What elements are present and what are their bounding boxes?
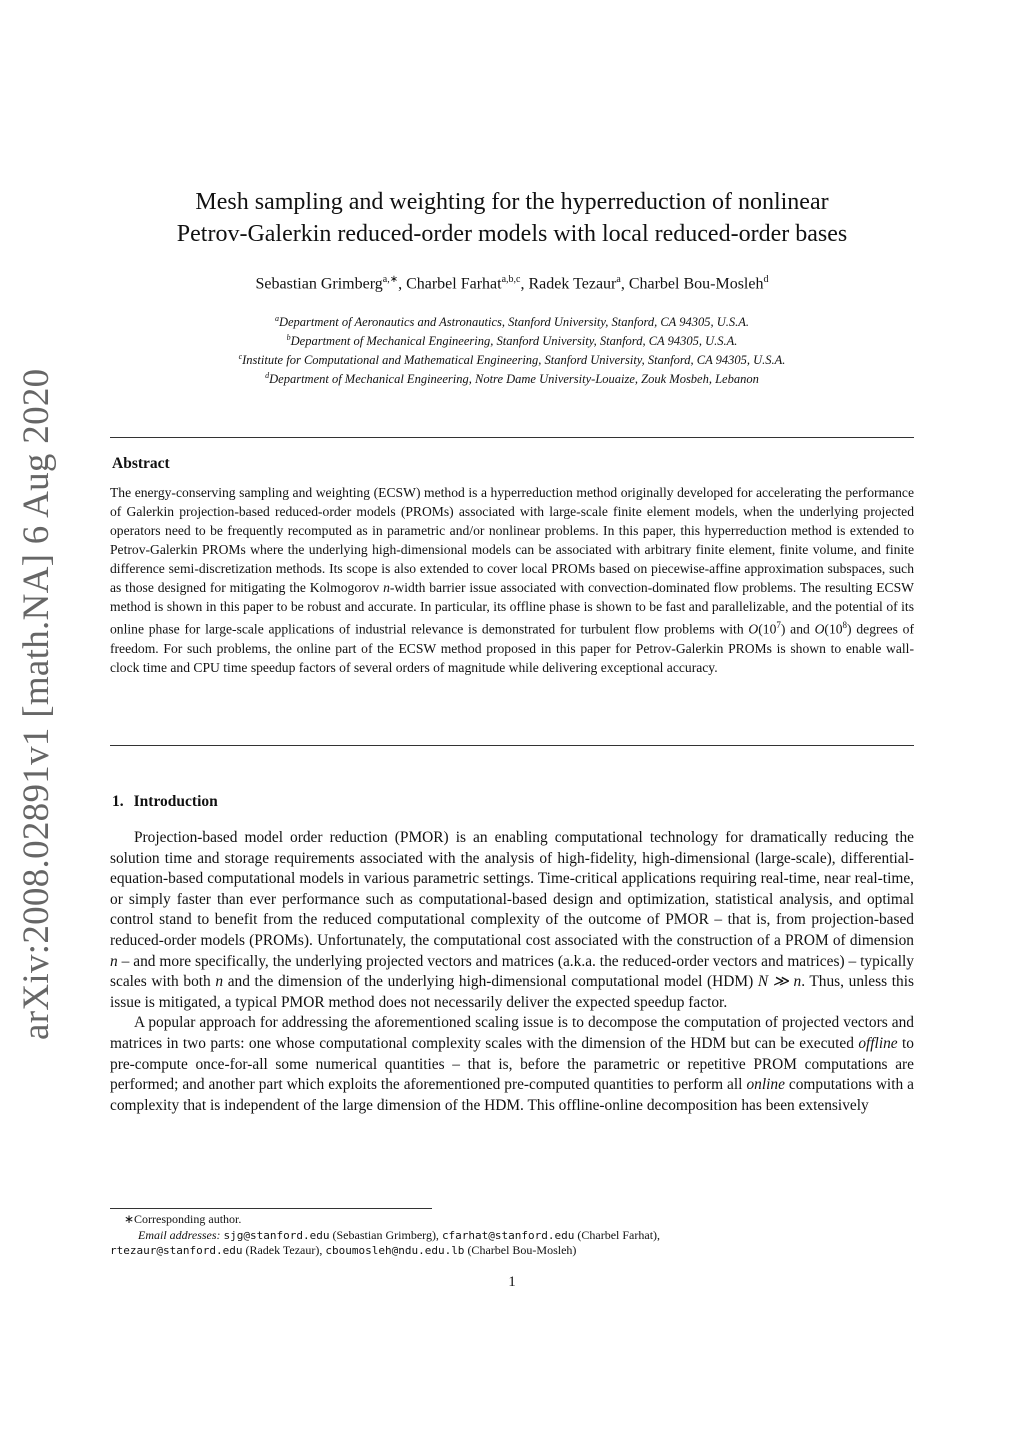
abstract-bottom-rule — [110, 745, 914, 746]
author-separator: , — [620, 275, 629, 293]
email-owner: (Sebastian Grimberg), — [332, 1227, 439, 1242]
math-exponent: 8 — [842, 620, 848, 630]
affiliation-text: Department of Mechanical Engineering, Stanford University, Stanford, CA 94305, U.S.A. — [290, 334, 738, 349]
author-affil-mark: a,b,c — [501, 274, 521, 285]
math-expr: ) — [847, 621, 852, 637]
paper-title — [110, 186, 914, 250]
affiliation — [110, 368, 914, 387]
email-address[interactable]: cboumosleh@ndu.edu.lb — [325, 1244, 465, 1257]
affiliation — [110, 311, 914, 330]
affiliation — [110, 330, 914, 349]
math-n: n — [110, 952, 118, 970]
email-address[interactable]: cfarhat@stanford.edu — [441, 1228, 575, 1242]
arxiv-identifier: arXiv:2008.02891v1 [math.NA] 6 Aug 2020 — [16, 368, 57, 1040]
email-label: Email addresses: — [138, 1227, 221, 1242]
author-affil-mark: a,∗ — [382, 274, 399, 285]
corresponding-author-note: ∗Corresponding author. — [124, 1212, 242, 1226]
author-name: Sebastian Grimberg — [255, 275, 383, 293]
abstract-top-rule — [110, 437, 914, 438]
author-list — [110, 274, 914, 293]
emphasis-online: online — [746, 1076, 785, 1094]
email-line — [110, 1243, 914, 1259]
abstract-heading: Abstract — [112, 455, 170, 472]
paragraph-text: to pre-compute once-for-all some numerical quantities – that is, before the parametric or repetitive PROM computations are performed; and another part which exploits the aforementioned pre-computed quantities to perform all — [110, 1034, 914, 1094]
math-n: n — [215, 973, 224, 991]
author-affil-mark: a — [616, 274, 621, 285]
affiliation-mark: a — [274, 314, 279, 323]
math-big-o: O — [748, 621, 759, 637]
email-address[interactable]: sjg@stanford.edu — [223, 1228, 330, 1242]
section-heading-introduction — [112, 793, 228, 811]
email-owner: (Charbel Bou-Mosleh) — [467, 1243, 577, 1257]
author-name: Charbel Farhat — [406, 275, 502, 293]
author-affil-mark: d — [763, 274, 769, 285]
paragraph-text: Projection-based model order reduction (PMOR) is an enabling computational technology for dramatically reducing the solution time and storage requirements associated with the analysis of high-fidelity, high-dimensional (large-scale), differential-equation-based computational models in various parametric settings. Time-critical applications requiring real-time, near real-time, or simply faster than ever performance such as computational-based design and optimization, statistical analysis, and optimal control stand to benefit from the reduced computational complexity of the outcome of PMOR – that is, from projection-based reduced-order models (PROMs). Unfortunately, the computational cost associated with the construction of a PROM of dimension — [110, 829, 914, 949]
emphasis-offline: offline — [858, 1034, 898, 1052]
title-line-2: Petrov-Galerkin reduced-order models with local reduced-order bases — [176, 221, 848, 247]
math-expr: (10 — [758, 621, 777, 637]
affiliation-mark: d — [265, 371, 270, 381]
paragraph-text: A popular approach for addressing the aforementioned scaling issue is to decompose the computation of projected vectors and matrices in two parts: one whose computational complexity scales with the dimension of the HDM but can be executed — [110, 1014, 914, 1052]
affiliation — [110, 349, 914, 368]
affiliation-text: Institute for Computational and Mathematical Engineering, Stanford University, Stanford, CA 94305, U.S.A. — [242, 353, 786, 368]
paragraph-text: computations with a complexity that is independent of the large dimension of the HDM. This offline-online decomposition has been extensively — [110, 1076, 914, 1114]
page-number: 1 — [508, 1274, 516, 1290]
paragraph-text: and the dimension of the underlying high-dimensional computational model (HDM) — [223, 973, 758, 991]
email-address[interactable]: rtezaur@stanford.edu — [110, 1244, 243, 1257]
math-big-o: O — [814, 621, 825, 637]
author-separator: , — [520, 275, 529, 293]
author-separator: , — [398, 275, 407, 293]
author-name: Radek Tezaur — [528, 275, 617, 293]
section-number: 1. — [112, 793, 124, 810]
email-owner: (Charbel Farhat), — [577, 1227, 661, 1242]
math-expr: (10 — [824, 621, 843, 637]
paragraph-text: – and more specifically, the underlying projected vectors and matrices (a.k.a. the reduced-order vectors and matrices) – typically scales with both — [110, 952, 914, 991]
paragraph-text: . Thus, unless this issue is mitigated, a typical PMOR method does not necessarily deliver the expected speedup factor. — [110, 973, 914, 1011]
affiliation-text: Department of Aeronautics and Astronautics, Stanford University, Stanford, CA 94305, U.S.A. — [278, 315, 749, 330]
footnote — [110, 1212, 914, 1259]
abstract-text: and — [785, 621, 815, 637]
author-name: Charbel Bou-Mosleh — [628, 275, 764, 293]
abstract-text: The energy-conserving sampling and weighting (ECSW) method is a hyperreduction method originally developed for accelerating the performance of Galerkin projection-based reduced-order models (PROMs) associated with large-scale finite element models, when the underlying projected operators need to be frequently recomputed as in parametric and/or nonlinear problems. In this paper, this hyperreduction method is extended to Petrov-Galerkin PROMs where the underlying high-dimensional models can be associated with arbitrary finite element, finite volume, and finite difference semi-discretization methods. Its scope is also extended to cover local PROMs based on piecewise-affine approximation subspaces, such as those designed for mitigating the Kolmogorov — [110, 485, 914, 595]
affiliation-text: Department of Mechanical Engineering, Notre Dame University-Louaize, Zouk Mosbeh, Lebanon — [269, 372, 759, 387]
introduction-body — [110, 828, 914, 1116]
math-exponent: 7 — [776, 620, 781, 630]
math-expr: ) — [780, 621, 786, 637]
affiliation-mark: c — [238, 352, 243, 362]
math-inequality: N ≫ n — [757, 973, 802, 991]
abstract-text: -width barrier issue associated with convection-dominated flow problems. The resulting ECSW method is shown in this paper to be robust and accurate. In particular, its offline phase is shown to be fast and parallelizable, and the potential of its online phase for large-scale applications of industrial relevance is demonstrated for turbulent flow problems with — [110, 580, 914, 637]
section-title: Introduction — [133, 793, 218, 810]
email-owner: (Radek Tezaur), — [245, 1243, 323, 1257]
math-n: n — [383, 580, 390, 595]
affiliation-mark: b — [286, 333, 291, 343]
title-line-1: Mesh sampling and weighting for the hyperreduction of nonlinear — [195, 189, 829, 215]
paragraph — [110, 828, 914, 1013]
footnote-rule — [110, 1208, 432, 1209]
paragraph — [110, 1013, 914, 1116]
abstract-text: degrees of freedom. For such problems, the online part of the ECSW method proposed in this paper for Petrov-Galerkin PROMs is shown to enable wall-clock time and CPU time speedup factors of several orders of magnitude while delivering exceptional accuracy. — [110, 621, 914, 675]
email-line — [110, 1228, 914, 1244]
affiliation-list — [110, 311, 914, 388]
abstract-body — [110, 483, 914, 677]
